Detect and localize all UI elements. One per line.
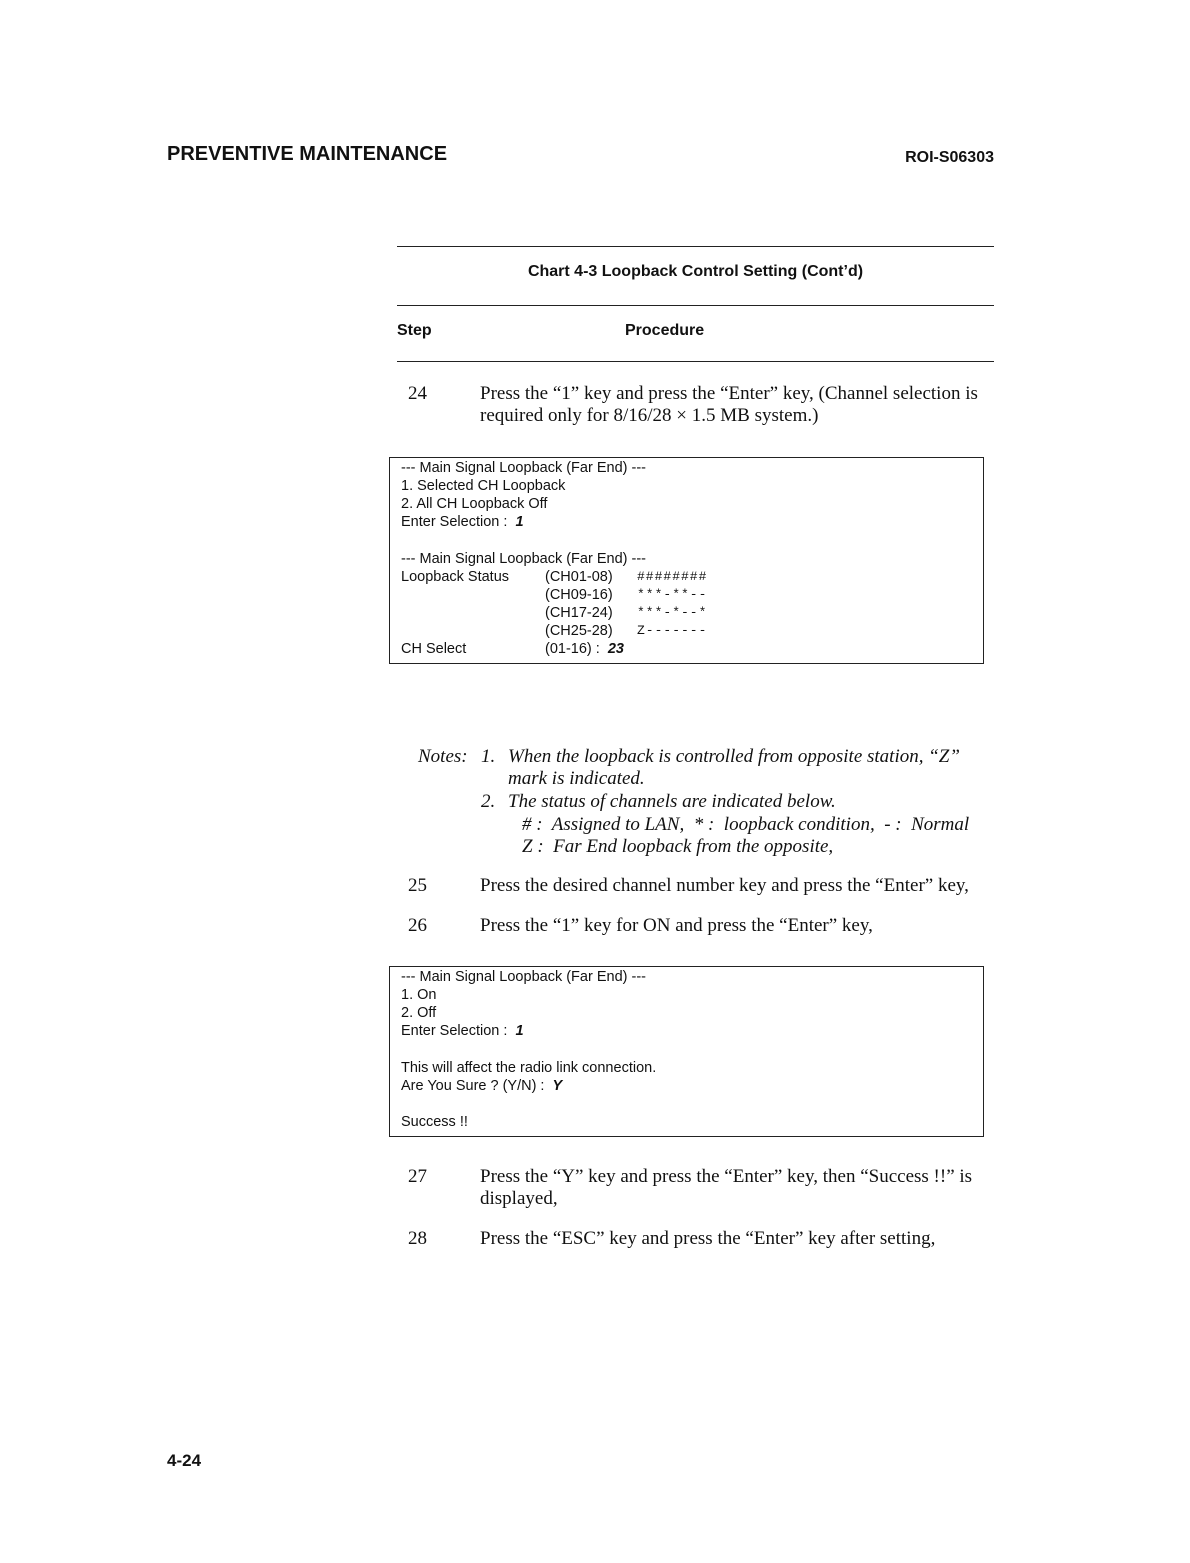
- warning-message: This will affect the radio link connection.: [401, 1060, 657, 1076]
- note-legend: Z : Far End loopback from the opposite,: [522, 836, 834, 857]
- ch-select-label: CH Select: [401, 641, 467, 657]
- confirm-line: [401, 1077, 562, 1095]
- menu-option: 2. Off: [401, 1005, 437, 1021]
- header-rule: [397, 361, 994, 362]
- page-number: 4-24: [167, 1451, 202, 1470]
- confirm-value: Y: [552, 1078, 563, 1094]
- loopback-status-label: Loopback Status: [401, 569, 510, 585]
- note-text: The status of channels are indicated below.: [508, 791, 836, 812]
- ch-select-range: (01-16) :: [545, 641, 600, 657]
- terminal-screen-confirm: [389, 966, 984, 1137]
- note-legend: # : Assigned to LAN, * : loopback condition, - : Normal: [522, 814, 970, 835]
- terminal-screen-channel-select: [389, 457, 984, 664]
- enter-selection-line: [401, 513, 524, 531]
- confirm-label: Are You Sure ? (Y/N) :: [401, 1078, 545, 1094]
- section-heading: PREVENTIVE MAINTENANCE: [167, 143, 448, 165]
- note-text: When the loopback is controlled from opposite station, “Z”: [508, 746, 960, 767]
- step-text: Press the “ESC” key and press the “Enter” key after setting,: [480, 1228, 936, 1249]
- terminal-title: --- Main Signal Loopback (Far End) ---: [401, 551, 646, 567]
- step-number: 25: [408, 875, 427, 896]
- channel-status: Z-------: [637, 623, 708, 638]
- step-number: 28: [408, 1228, 427, 1249]
- enter-selection-label: Enter Selection :: [401, 1023, 508, 1039]
- channel-range: (CH17-24): [545, 605, 613, 621]
- step-number: 27: [408, 1166, 427, 1187]
- channel-status: ***-*--*: [637, 605, 708, 620]
- note-number: 1.: [481, 746, 496, 767]
- step-number: 26: [408, 915, 427, 936]
- column-header-procedure: Procedure: [625, 322, 705, 339]
- title-rule: [397, 305, 994, 306]
- column-header-step: Step: [397, 322, 432, 339]
- ch-select-value: 23: [607, 641, 624, 657]
- ch-select-prompt: [545, 640, 624, 658]
- menu-option: 1. On: [401, 987, 437, 1003]
- notes-label: Notes:: [418, 746, 468, 767]
- note-number: 2.: [481, 791, 496, 812]
- step-number: 24: [408, 383, 427, 404]
- enter-selection-value: 1: [515, 514, 524, 530]
- step-text: Press the “1” key and press the “Enter” key, (Channel selection is required only for 8/16/28 × 1.5 MB system.): [480, 383, 978, 426]
- enter-selection-label: Enter Selection :: [401, 514, 508, 530]
- menu-option: 1. Selected CH Loopback: [401, 478, 566, 494]
- note-text: mark is indicated.: [508, 768, 645, 789]
- channel-range: (CH09-16): [545, 587, 613, 603]
- channel-range: (CH01-08): [545, 569, 613, 585]
- terminal-title: --- Main Signal Loopback (Far End) ---: [401, 969, 646, 985]
- channel-status: ########: [637, 569, 708, 584]
- channel-status: ***-**--: [637, 587, 708, 602]
- step-text: Press the desired channel number key and press the “Enter” key,: [480, 875, 969, 896]
- step-text: Press the “Y” key and press the “Enter” key, then “Success !!” is displayed,: [480, 1166, 973, 1209]
- enter-selection-value: 1: [515, 1023, 524, 1039]
- channel-range: (CH25-28): [545, 623, 613, 639]
- step-text: Press the “1” key for ON and press the “Enter” key,: [480, 915, 873, 936]
- enter-selection-line: [401, 1022, 524, 1040]
- document-code: ROI-S06303: [905, 149, 994, 166]
- chart-title: Chart 4-3 Loopback Control Setting (Cont’d): [527, 263, 864, 280]
- terminal-title: --- Main Signal Loopback (Far End) ---: [401, 460, 646, 476]
- menu-option: 2. All CH Loopback Off: [401, 496, 548, 512]
- success-message: Success !!: [401, 1114, 468, 1130]
- top-rule: [397, 246, 994, 247]
